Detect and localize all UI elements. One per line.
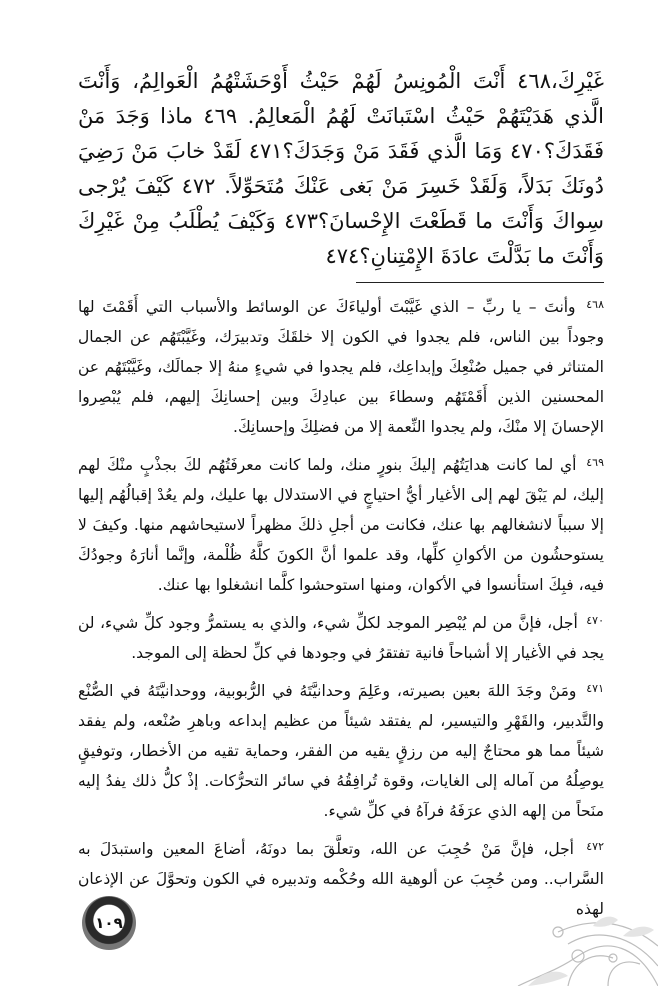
footnote-text: أجل، فإنَّ من لم يُبْصِر الموجد لكلِّ شيء، والذي به يستمرُّ وجود كلِّ شيء، لن يجد في الأغيار إلا أشباحاً فانية تفتقرُ في وجودها في كلِّ لحظة إلى الموجد. (78, 614, 604, 662)
footnote-separator (356, 282, 604, 283)
main-paragraph: غَيْرِكَ،٤٦٨ أَنْتَ الْمُونِسُ لَهُمْ حَيْثُ أَوْحَشَتْهُمُ الْعَوالِمُ، وَأَنْتَ الَّذي هَدَيْتَهُمْ حَيْثُ اسْتَبانَتْ لَهُمُ الْمَعالِمُ. ٤٦٩ ماذا وَجَدَ مَنْ فَقَدَكَ؟٤٧٠ وَمَا الَّذي فَقَدَ مَنْ وَجَدَكَ؟٤٧١ لَقَدْ خابَ مَنْ رَضِيَ دُونَكَ بَدَلاً، وَلَقَدْ خَسِرَ مَنْ بَغى عَنْكَ مُتَحَوِّلاً. ٤٧٢ كَيْفَ يُرْجى سِواكَ وَأَنْتَ ما قَطَعْتَ الإِحْسانَ؟٤٧٣ وَكَيْفَ يُطْلَبُ مِنْ غَيْرِكَ وَأَنْتَ ما بَدَّلْتَ عادَةَ الإِمْتِنانِ؟٤٧٤ (78, 69, 604, 268)
floral-ornament-icon (408, 866, 658, 986)
circle-badge-icon (82, 896, 136, 950)
footnote-470 (78, 606, 604, 668)
page-number: ١٠٩ (95, 914, 123, 932)
footnote-469 (78, 448, 604, 600)
main-prayer-text (78, 64, 604, 274)
footnote-text: ومَنْ وجَدَ اللهَ بعين بصيرته، وعَلِمَ وحدانيَّتَهُ في الرُّبوبية، ووحدانيَّتَهُ في الصُّنْع والتَّدبير، والقَهْرِ والتيسير، لم يفتقد شيئاً من عظيم إبداعه وباهرِ صُنْعه، ولم يفقد شيئاً مما هو محتاجٌ إليه من رزقٍ يقيه من الفقر، وحماية تقيه من الأخطار، وتوفيقٍ يوصِلُهُ من آماله إلى الغايات، وقوة تُرافِقُهُ في سائر التحرُّكات. إذْ كلُّ ذلك يفدُ إليه منَحاً من إلهه الذي عرَفَهُ فرآهُ في كلِّ شيء. (78, 682, 604, 820)
footnote-number: ٤٦٨ (586, 298, 604, 311)
footnote-number: ٤٧١ (586, 682, 604, 695)
footnote-text: أجل، فإنَّ مَنْ حُجِبَ عن الله، وتعلَّقَ بما دونَهُ، أضاعَ المعين واستبدَلَ به السَّراب.. ومن حُجِبَ عن ألوهية الله وحُكْمه وتدبيره في الكون وتحوَّلَ عن الإذعان لهذه (78, 840, 604, 918)
footnote-471 (78, 674, 604, 826)
footnote-number: ٤٧٠ (586, 614, 604, 627)
footnote-number: ٤٦٩ (586, 456, 604, 469)
footnote-text: أي لما كانت هدايَتُهُم إليكَ بنورٍ منك، ولما كانت معرفَتُهُم لكَ بجذْبٍ منْكَ لهم إليك، لم يَبْقَ لهم إلى الأغيار أيُّ احتياجٍ في الاستدلال بها عليك، ولم يعُدْ إقبالُهُم إليها إلا سبباً لانشغالهم بها عنك، فكانت من أجلِ ذلكَ مظهراً لاستيحاشهم منها. وكيفَ لا يستوحشُون من الأكوانِ كلِّها، وقد علموا أنَّ الكونَ كلَّهُ ظُلْمة، وإنَّما أنارَهُ وجودُكَ فيه، فبِكَ استأنسوا في الأكوان، ومنها استوحشوا كلَّما انشغلوا بها عنك. (78, 456, 604, 594)
footnotes-section (78, 290, 604, 930)
footnote-number: ٤٧٢ (586, 840, 604, 853)
footnote-468 (78, 290, 604, 442)
footnote-text: وأنتَ – يا ربِّ – الذي غَيَّبْتَ أولياءَكَ عن الوسائط والأسباب التي أَقَمْتَ لها وجوداً بين الناس، فلم يجدوا في الكون إلا خلقَكَ وتدبيرَك، وغَيَّبْتَهُم عن الجمال المتناثر في جميل صُنْعِكَ وإبداعِك، فلم يجدوا في شيءٍ منهُ إلا جمالَك، وغَيَّبْتَهُم عن المحسنين الذين أَقَمْتَهُم وسطاءَ بين عبادِكَ وبين إحسانِكَ إليهم، فلم يُبْصِروا الإحسانَ إلا منْكَ، ولم يجدوا النِّعمة إلا من فضلِكَ وإحسانِكَ. (78, 298, 604, 436)
